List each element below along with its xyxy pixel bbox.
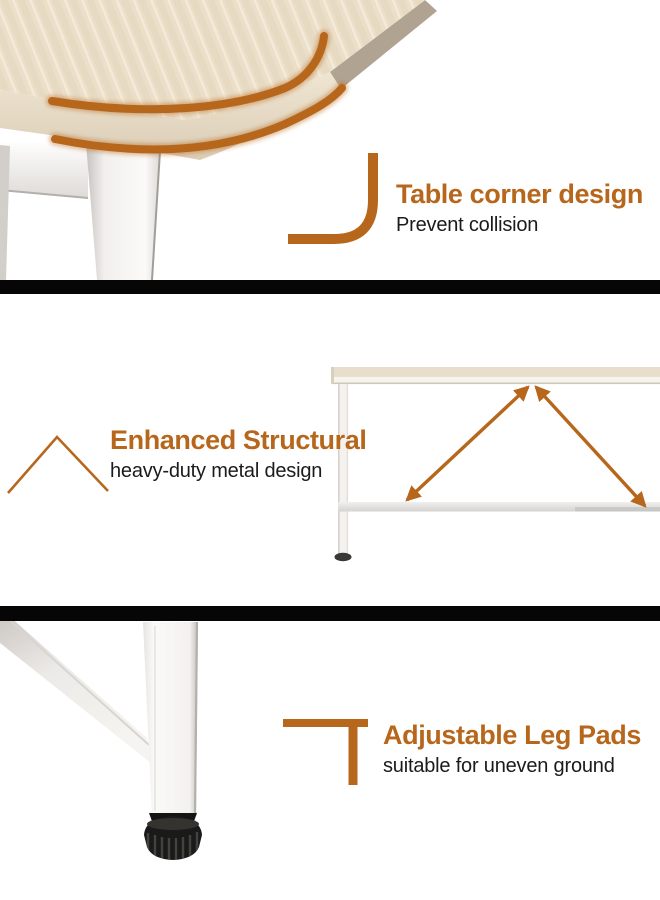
adjustable-foot-photo (0, 621, 320, 900)
feature-text-table-corner (396, 179, 643, 238)
t-corner-icon (280, 717, 372, 789)
frame-foot (335, 553, 352, 561)
divider-bar-1 (0, 280, 660, 294)
frame-tabletop-face (331, 377, 660, 383)
feature-subtitle: heavy-duty metal design (110, 460, 323, 482)
table-leg (143, 622, 198, 816)
feature-subtitle: Prevent collision (396, 214, 539, 236)
panel-table-corner (0, 0, 660, 280)
chevron-peak-icon (4, 433, 114, 497)
arrow-left (407, 387, 528, 500)
frame-tabletop-underline (331, 383, 660, 385)
structure-arrows (407, 387, 645, 506)
left-leg-sliver (0, 145, 10, 280)
feature-title: Enhanced Structural (110, 425, 367, 455)
feature-title: Table corner design (396, 179, 643, 209)
crossbar-shadow (575, 507, 660, 512)
frame-tabletop (331, 367, 660, 377)
table-apron (0, 140, 88, 198)
divider-bar-2 (0, 606, 660, 621)
feature-subtitle: suitable for uneven ground (383, 755, 615, 777)
feature-title: Adjustable Leg Pads (383, 720, 641, 750)
foot-knob-rim (147, 818, 199, 830)
desk-frame-arrows-photo (325, 350, 660, 575)
feature-text-structure (110, 425, 366, 484)
panel-leg-pads (0, 621, 660, 900)
feature-text-leg-pads (383, 720, 641, 779)
table-leg (86, 143, 160, 280)
frame-tabletop-end (331, 367, 334, 384)
table-corner-photo (0, 0, 460, 280)
rounded-corner-icon (282, 148, 382, 248)
arrow-right (536, 387, 645, 506)
panel-structure (0, 294, 660, 606)
support-strut (0, 621, 152, 764)
